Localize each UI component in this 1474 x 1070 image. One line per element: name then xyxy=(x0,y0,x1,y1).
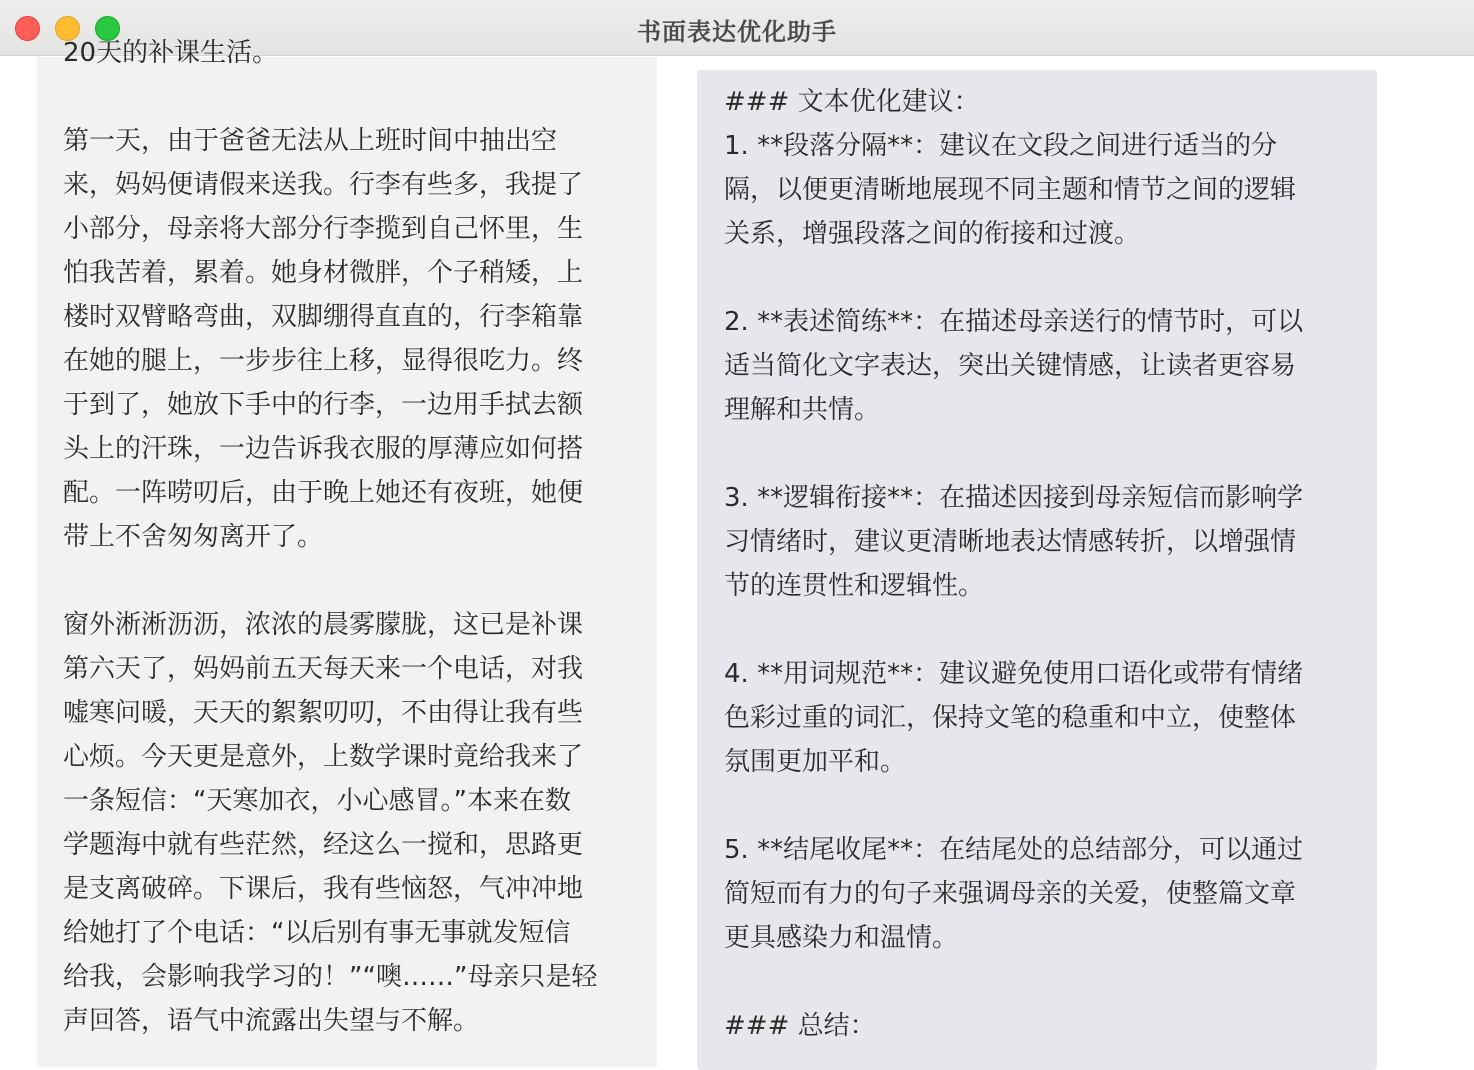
window-title: 书面表达优化助手 xyxy=(637,18,837,46)
main-content xyxy=(0,38,1474,1058)
suggestions-text[interactable]: ### 文本优化建议： 1. **段落分隔**：建议在文段之间进行适当的分 隔，以便更清晰地展现不同主题和情节之间的逻辑 关系，增强段落之间的衔接和过渡。 2. **表述简练**：在描述母亲送行的情节时，可以 适当简化文字表达，突出关键情感，让读者更容易 理解和共情。 3. **逻辑衔接**：在描述因接到母亲短信而影响学 习情绪时，建议更清晰地表达情感转折，以增强情 节的连贯性和逻辑性。 4. **用词规范**：建议避免使用口语化或带有情绪 色彩过重的词汇，保持文笔的稳重和中立，使整体 氛围更加平和。 5. **结尾收尾**：在结尾处的总结部分，可以通过 简短而有力的句子来强调母亲的关爱，使整篇文章 更具感染力和温情。 ### 总结： xyxy=(724,87,1304,1041)
suggestions-output-pane[interactable] xyxy=(697,70,1377,1070)
essay-input-pane[interactable] xyxy=(37,38,657,1067)
essay-text[interactable]: 20天的补课生活。 第一天，由于爸爸无法从上班时间中抽出空 来，妈妈便请假来送我。行李有些多，我提了 小部分，母亲将大部分行李揽到自己怀里，生 怕我苦着，累着。她身材微胖，个子稍矮，上 楼时双臂略弯曲，双脚绷得直直的，行李箱靠 在她的腿上，一步步往上移，显得很吃力。终 于到了，她放下手中的行李，一边用手拭去额 头上的汗珠，一边告诉我衣服的厚薄应如何搭 配。一阵唠叨后，由于晚上她还有夜班，她便 带上不舍匆匆离开了。 窗外淅淅沥沥，浓浓的晨雾朦胧，这已是补课 第六天了，妈妈前五天每天来一个电话，对我 嘘寒问暖，天天的絮絮叨叨，不由得让我有些 心烦。今天更是意外，上数学课时竟给我来了 一条短信：“天寒加衣，小心感冒。”本来在数 学题海中就有些茫然，经这么一搅和，思路更 是支离破碎。下课后，我有些恼怒，气冲冲地 给她打了个电话：“以后别有事无事就发短信 给我，会影响我学习的！”“噢……”母亲只是轻 声回答，语气中流露出失望与不解。 xyxy=(63,38,598,1036)
